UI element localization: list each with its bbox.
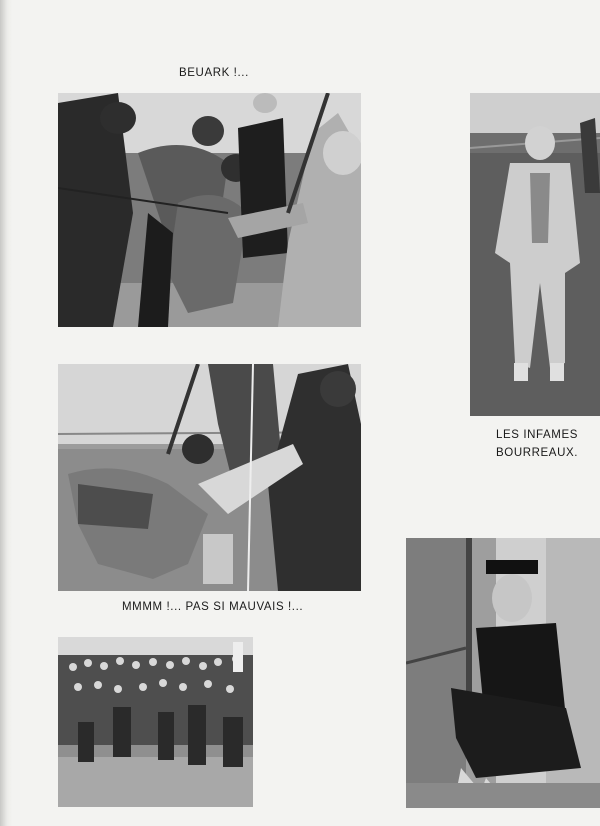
caption-pas-si-mauvais: MMMM !... PAS SI MAUVAIS !... [122, 601, 304, 613]
caption-infames-line2: BOURREAUX. [496, 447, 579, 459]
photo-kneeling-sailors [58, 93, 361, 327]
page-edge-shadow [0, 0, 12, 826]
caption-beuark: BEUARK !... [179, 67, 249, 79]
photo-dancing-crowd [58, 637, 253, 807]
photo-tasting-scene [58, 364, 361, 591]
caption-infames-line1: LES INFAMES [496, 429, 579, 441]
photo-sailor-phone [406, 538, 600, 808]
photo-infamous-executioner [470, 93, 600, 416]
